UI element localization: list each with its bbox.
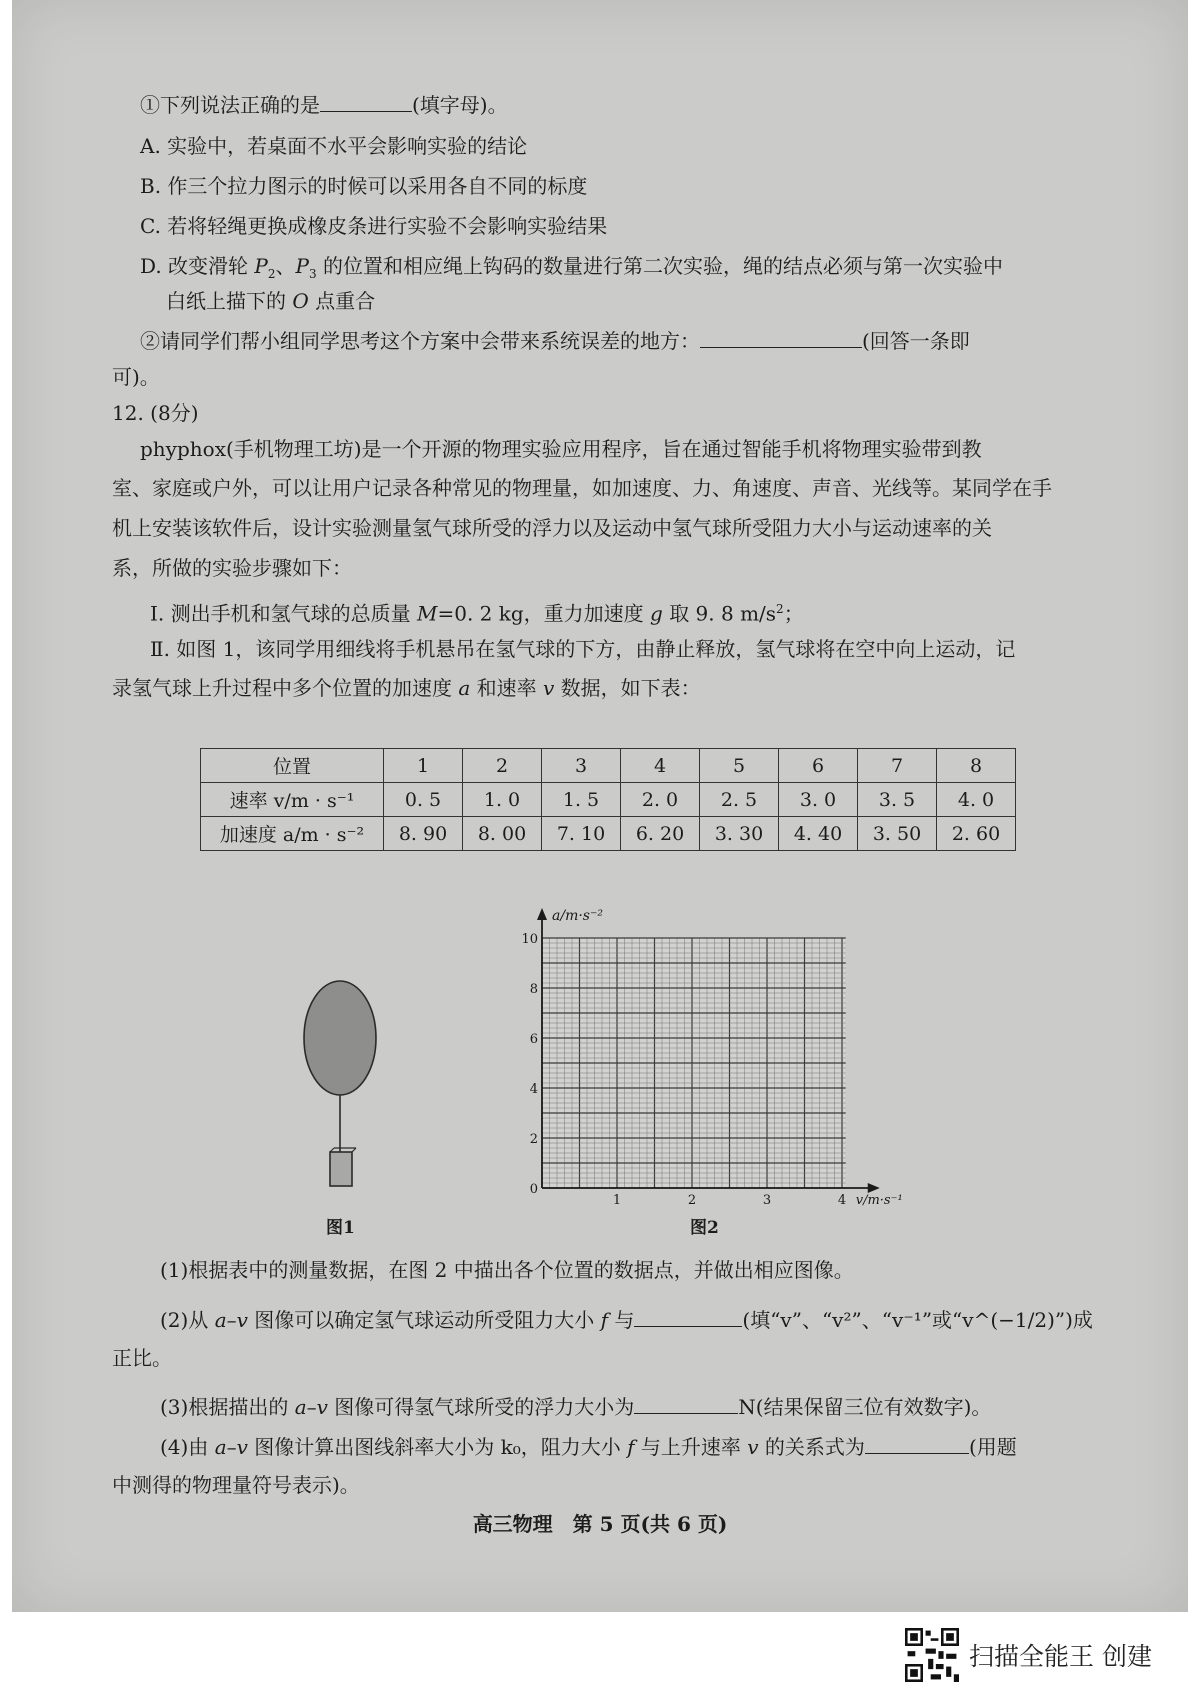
row-header: 位置 — [201, 749, 384, 783]
table-cell: 0. 5 — [384, 783, 463, 817]
step2-mid: 和速率 — [470, 676, 544, 700]
q12-paragraph-line2: 室、家庭或户外，可以让用户记录各种常见的物理量，如加速度、力、角速度、声音、光线等。某同学在手 — [112, 476, 1052, 500]
q4-mid: 图像计算出图线斜率大小为 k₀，阻力大小 — [247, 1435, 628, 1459]
answer-blank — [634, 1308, 742, 1327]
row-header: 加速度 a/m · s⁻² — [201, 817, 384, 851]
table-cell: 2. 5 — [700, 783, 779, 817]
step1-post: 取 9. 8 m/s — [662, 601, 777, 626]
symbol-f: f — [627, 1435, 635, 1459]
q11-option-d-line2 — [166, 286, 375, 316]
symbol-f: f — [600, 1308, 609, 1332]
q3-av: a–v — [294, 1395, 328, 1419]
symbol-p3-sub: 3 — [308, 267, 317, 281]
q12-question-1: (1)根据表中的测量数据，在图 2 中描出各个位置的数据点，并做出相应图像。 — [160, 1258, 854, 1282]
x-axis-arrow-icon — [868, 1183, 880, 1193]
q11-option-b: B. 作三个拉力图示的时候可以采用各自不同的标度 — [140, 174, 588, 198]
x-tick-label: 2 — [687, 1193, 697, 1208]
table-cell: 5 — [700, 749, 779, 783]
q3-pre: (3)根据描出的 — [160, 1395, 295, 1419]
phone-icon — [330, 1152, 352, 1186]
q11-sub1-text: ①下列说法正确的是 — [140, 93, 320, 117]
y-tick-label: 4 — [529, 1082, 538, 1097]
q12-paragraph-line3: 机上安装该软件后，设计实验测量氢气球所受的浮力以及运动中氢气球所受阻力大小与运动速率的关 — [112, 516, 992, 540]
answer-blank — [634, 1395, 738, 1414]
y-tick-label: 2 — [529, 1132, 538, 1147]
q11-option-a: A. 实验中，若桌面不水平会影响实验的结论 — [140, 134, 528, 158]
q3-mid: 图像可得氢气球所受的浮力大小为 — [327, 1395, 635, 1419]
separator: 、 — [275, 254, 296, 278]
q4-mid2: 与上升速率 — [634, 1435, 748, 1459]
q4-tail: (用题 — [968, 1435, 1017, 1459]
q4-pre: (4)由 — [160, 1435, 215, 1459]
symbol-m: M — [416, 601, 438, 626]
y-axis-arrow-icon — [537, 908, 547, 920]
table-cell: 1. 0 — [463, 783, 542, 817]
symbol-a: a — [458, 676, 471, 700]
q12-question-2-line2: 正比。 — [112, 1346, 172, 1370]
q2-options: (填“v”、“v²”、“v⁻¹”或“v^(−1/2)”)成 — [742, 1308, 1093, 1332]
table-cell: 3. 30 — [700, 817, 779, 851]
page-footer: 高三物理 第 5 页(共 6 页) — [472, 1512, 728, 1536]
symbol-p2: P — [254, 254, 268, 278]
q4-av: a–v — [214, 1435, 248, 1459]
table-cell: 3 — [542, 749, 621, 783]
scanner-watermark — [905, 1628, 1152, 1682]
q12-paragraph-line1: phyphox(手机物理工坊)是一个开源的物理实验应用程序，旨在通过智能手机将物理实验带到教 — [140, 437, 982, 461]
q11-optd-post: 的位置和相应绳上钩码的数量进行第二次实验，绳的结点必须与第一次实验中 — [316, 254, 1003, 278]
q2-with: 与 — [608, 1308, 635, 1332]
q12-question-3 — [160, 1392, 991, 1422]
table-cell: 8. 90 — [384, 817, 463, 851]
q3-post: N(结果保留三位有效数字)。 — [738, 1395, 992, 1419]
x-tick-label: 3 — [762, 1193, 772, 1208]
qr-code-icon — [905, 1628, 959, 1682]
step2-post: 数据，如下表： — [554, 676, 701, 700]
y-tick-label: 6 — [529, 1032, 538, 1047]
table-cell: 2. 60 — [937, 817, 1016, 851]
symbol-p2-sub: 2 — [267, 267, 276, 281]
q11-subquestion-2 — [140, 326, 970, 356]
q2-pre: (2)从 — [160, 1308, 215, 1332]
q11-sub2-line2: 可)。 — [112, 365, 160, 389]
measurement-table — [200, 748, 1016, 851]
q12-step1 — [150, 594, 804, 629]
y-axis-label: a/m·s⁻² — [552, 908, 603, 924]
symbol-v: v — [747, 1435, 759, 1459]
y-tick-label: 8 — [529, 982, 538, 997]
figure-1-balloon-diagram — [290, 980, 390, 1200]
table-cell: 4. 0 — [937, 783, 1016, 817]
step1-pre: Ⅰ. 测出手机和氢气球的总质量 — [150, 601, 417, 626]
table-cell: 1. 5 — [542, 783, 621, 817]
q11-option-d — [140, 251, 1003, 289]
q2-mid: 图像可以确定氢气球运动所受阻力大小 — [247, 1308, 601, 1332]
table-cell: 3. 0 — [779, 783, 858, 817]
figure-2-caption: 图2 — [690, 1218, 719, 1238]
step1-end: ； — [783, 601, 804, 626]
q11-option-c: C. 若将轻绳更换成橡皮条进行实验不会影响实验结果 — [140, 214, 608, 238]
table-cell: 4 — [621, 749, 700, 783]
y-tick-label: 10 — [521, 932, 538, 947]
answer-blank — [865, 1435, 969, 1454]
table-cell: 8. 00 — [463, 817, 542, 851]
table-cell: 7 — [858, 749, 937, 783]
step2-pre: 录氢气球上升过程中多个位置的加速度 — [112, 676, 459, 700]
table-cell: 3. 50 — [858, 817, 937, 851]
table-cell: 8 — [937, 749, 1016, 783]
y-tick-label: 0 — [529, 1182, 538, 1197]
balloon-icon — [304, 981, 376, 1095]
speed-row — [201, 783, 1016, 817]
table-cell: 2 — [463, 749, 542, 783]
q11-sub1-tail: (填字母)。 — [412, 93, 508, 117]
table-cell: 4. 40 — [779, 817, 858, 851]
figure-2-grid-chart — [500, 880, 940, 1220]
table-cell: 1 — [384, 749, 463, 783]
answer-blank — [320, 93, 412, 112]
x-tick-label: 4 — [837, 1193, 847, 1208]
figure-1-caption: 图1 — [326, 1218, 355, 1238]
q11-sub2-text: ②请同学们帮小组同学思考这个方案中会带来系统误差的地方： — [140, 329, 700, 353]
symbol-g: g — [650, 601, 663, 626]
q12-question-4-line2: 中测得的物理量符号表示)。 — [112, 1473, 360, 1497]
table-cell: 7. 10 — [542, 817, 621, 851]
q12-step2-line1: Ⅱ. 如图 1，该同学用细线将手机悬吊在氢气球的下方，由静止释放，氢气球将在空中向上运动，记 — [150, 637, 1016, 661]
q11-optd-l2-post: 点重合 — [308, 289, 376, 313]
answer-blank — [700, 329, 862, 348]
x-axis-label: v/m·s⁻¹ — [855, 1193, 903, 1208]
q12-paragraph-line4: 系，所做的实验步骤如下： — [112, 556, 352, 580]
q2-av: a–v — [214, 1308, 248, 1332]
position-row — [201, 749, 1016, 783]
symbol-v: v — [543, 676, 555, 700]
table-cell: 6. 20 — [621, 817, 700, 851]
table-cell: 2. 0 — [621, 783, 700, 817]
step1-mid: =0. 2 kg，重力加速度 — [437, 601, 651, 626]
acceleration-row — [201, 817, 1016, 851]
symbol-o: O — [292, 289, 309, 313]
q12-question-4 — [160, 1432, 1017, 1462]
table-cell: 6 — [779, 749, 858, 783]
q11-optd-l2-pre: 白纸上描下的 — [166, 289, 293, 313]
q11-optd-pre: D. 改变滑轮 — [140, 254, 255, 278]
x-tick-label: 1 — [612, 1193, 622, 1208]
symbol-p3: P — [295, 254, 309, 278]
table-cell: 3. 5 — [858, 783, 937, 817]
q11-subquestion-1 — [140, 90, 508, 120]
row-header: 速率 v/m · s⁻¹ — [201, 783, 384, 817]
step1-sup: 2 — [776, 602, 784, 616]
q12-step2-line2 — [112, 673, 701, 703]
q11-sub2-tail: (回答一条即 — [862, 329, 970, 353]
watermark-text: 扫描全能王 创建 — [969, 1642, 1152, 1671]
q12-question-2 — [160, 1305, 1093, 1335]
q12-heading: 12. (8分) — [112, 401, 199, 425]
q4-mid3: 的关系式为 — [758, 1435, 865, 1459]
